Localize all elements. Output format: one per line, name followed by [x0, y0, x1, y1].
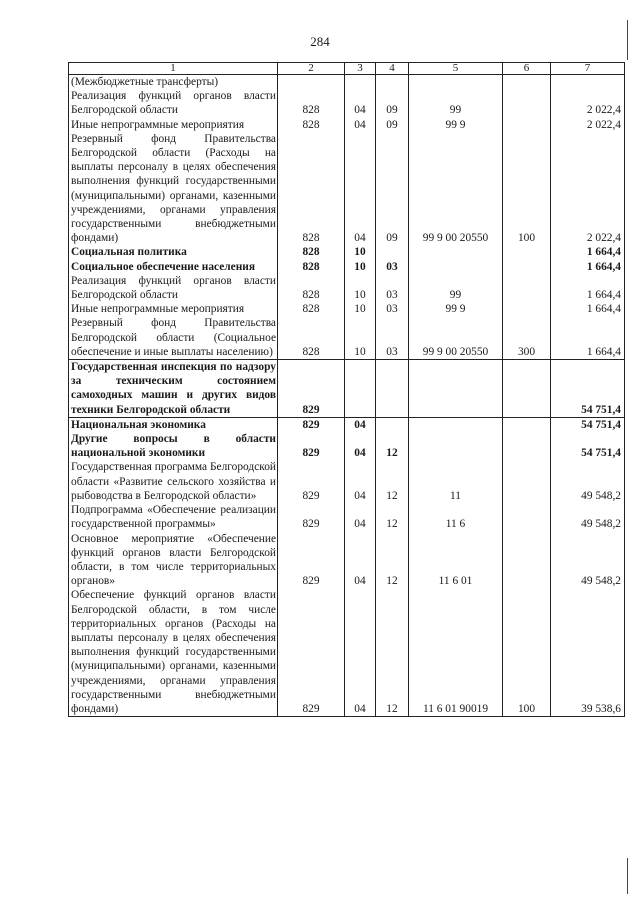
section-cell — [345, 360, 376, 418]
admin-code-cell: 828 — [278, 132, 345, 246]
expense-type-cell — [503, 417, 551, 432]
subsection-cell — [376, 245, 409, 259]
item-name-cell: Социальное обеспечение населения — [69, 260, 278, 274]
table-row — [69, 316, 625, 359]
header-row — [69, 63, 625, 75]
expense-type-cell — [503, 503, 551, 531]
section-cell: 04 — [345, 432, 376, 460]
amount-cell: 49 548,2 — [551, 503, 625, 531]
amount-cell: 1 664,4 — [551, 316, 625, 359]
item-name-cell: Государственная инспекция по надзору за техническим состоянием самоходных машин и других видов техники Белгородской области — [69, 360, 278, 418]
admin-code-cell: 828 — [278, 245, 345, 259]
expense-type-cell — [503, 360, 551, 418]
item-name-cell: Подпрограмма «Обеспечение реализации государственной программы» — [69, 503, 278, 531]
section-cell: 10 — [345, 274, 376, 302]
admin-code-cell: 829 — [278, 460, 345, 503]
target-article-cell — [409, 360, 503, 418]
section-cell: 10 — [345, 245, 376, 259]
amount-cell: 49 548,2 — [551, 532, 625, 589]
admin-code-cell: 829 — [278, 532, 345, 589]
column-header-3: 3 — [345, 63, 376, 75]
item-name-cell: Иные непрограммные мероприятия — [69, 118, 278, 132]
table-row — [69, 360, 625, 418]
item-name-cell: Социальная политика — [69, 245, 278, 259]
subsection-cell — [376, 360, 409, 418]
expense-type-cell — [503, 260, 551, 274]
section-cell: 04 — [345, 588, 376, 716]
amount-cell: 1 664,4 — [551, 302, 625, 316]
section-cell: 04 — [345, 132, 376, 246]
expense-type-cell — [503, 460, 551, 503]
section-cell: 10 — [345, 260, 376, 274]
scan-edge-mark — [627, 20, 628, 60]
expense-type-cell — [503, 532, 551, 589]
admin-code-cell: 828 — [278, 89, 345, 117]
table-row — [69, 260, 625, 274]
subsection-cell: 12 — [376, 432, 409, 460]
target-article-cell: 99 — [409, 89, 503, 117]
amount-cell — [551, 75, 625, 90]
section-cell: 04 — [345, 503, 376, 531]
item-name-cell: Реализация функций органов власти Белгородской области — [69, 274, 278, 302]
expense-type-cell — [503, 432, 551, 460]
table-row — [69, 132, 625, 246]
target-article-cell — [409, 245, 503, 259]
table-row — [69, 588, 625, 716]
target-article-cell: 99 — [409, 274, 503, 302]
expense-type-cell — [503, 75, 551, 90]
amount-cell: 2 022,4 — [551, 89, 625, 117]
expense-type-cell: 100 — [503, 588, 551, 716]
section-cell — [345, 75, 376, 90]
subsection-cell: 03 — [376, 260, 409, 274]
item-name-cell: (Межбюджетные трансферты) — [69, 75, 278, 90]
target-article-cell: 99 9 — [409, 302, 503, 316]
section-cell: 10 — [345, 302, 376, 316]
item-name-cell: Государственная программа Белгородской области «Развитие сельского хозяйства и рыбоводства в Белгородской области» — [69, 460, 278, 503]
target-article-cell: 99 9 00 20550 — [409, 316, 503, 359]
admin-code-cell: 828 — [278, 316, 345, 359]
scan-edge-mark — [627, 858, 628, 894]
amount-cell: 2 022,4 — [551, 118, 625, 132]
target-article-cell — [409, 432, 503, 460]
admin-code-cell — [278, 75, 345, 90]
budget-table — [68, 62, 625, 717]
subsection-cell: 09 — [376, 132, 409, 246]
admin-code-cell: 828 — [278, 118, 345, 132]
target-article-cell — [409, 260, 503, 274]
target-article-cell: 99 9 00 20550 — [409, 132, 503, 246]
target-article-cell — [409, 417, 503, 432]
target-article-cell — [409, 75, 503, 90]
section-cell: 04 — [345, 118, 376, 132]
table-row — [69, 532, 625, 589]
table-row — [69, 75, 625, 90]
table-row — [69, 274, 625, 302]
admin-code-cell: 829 — [278, 432, 345, 460]
amount-cell: 1 664,4 — [551, 274, 625, 302]
subsection-cell: 09 — [376, 118, 409, 132]
expense-type-cell — [503, 302, 551, 316]
subsection-cell: 12 — [376, 460, 409, 503]
table-row — [69, 417, 625, 432]
amount-cell: 54 751,4 — [551, 417, 625, 432]
column-header-5: 5 — [409, 63, 503, 75]
item-name-cell: Другие вопросы в области национальной экономики — [69, 432, 278, 460]
subsection-cell: 12 — [376, 503, 409, 531]
expense-type-cell — [503, 118, 551, 132]
item-name-cell: Национальная экономика — [69, 417, 278, 432]
expense-type-cell — [503, 245, 551, 259]
column-header-1: 1 — [69, 63, 278, 75]
item-name-cell: Резервный фонд Правительства Белгородской области (Расходы на выплаты персоналу в целях обеспечения выполнения функций государственными (муниципальными) органами, казенными учреждениями, органами управления государственными внебюджетными фондами) — [69, 132, 278, 246]
admin-code-cell: 828 — [278, 260, 345, 274]
subsection-cell — [376, 75, 409, 90]
item-name-cell: Основное мероприятие «Обеспечение функций органов власти Белгородской области, в том числе территориальных органов» — [69, 532, 278, 589]
section-cell: 04 — [345, 460, 376, 503]
amount-cell: 49 548,2 — [551, 460, 625, 503]
table-row — [69, 118, 625, 132]
admin-code-cell: 828 — [278, 274, 345, 302]
column-header-2: 2 — [278, 63, 345, 75]
page-number: 284 — [310, 34, 330, 49]
amount-cell: 54 751,4 — [551, 432, 625, 460]
target-article-cell: 11 6 01 — [409, 532, 503, 589]
section-cell: 04 — [345, 89, 376, 117]
table-body — [69, 75, 625, 717]
target-article-cell: 11 — [409, 460, 503, 503]
target-article-cell: 11 6 — [409, 503, 503, 531]
item-name-cell: Резервный фонд Правительства Белгородской области (Социальное обеспечение и иные выплаты населению) — [69, 316, 278, 359]
amount-cell: 1 664,4 — [551, 260, 625, 274]
amount-cell: 54 751,4 — [551, 360, 625, 418]
expense-type-cell — [503, 274, 551, 302]
item-name-cell: Иные непрограммные мероприятия — [69, 302, 278, 316]
table-row — [69, 89, 625, 117]
subsection-cell: 12 — [376, 532, 409, 589]
expense-type-cell: 300 — [503, 316, 551, 359]
admin-code-cell: 829 — [278, 360, 345, 418]
section-cell: 04 — [345, 417, 376, 432]
amount-cell: 2 022,4 — [551, 132, 625, 246]
amount-cell: 1 664,4 — [551, 245, 625, 259]
subsection-cell: 03 — [376, 274, 409, 302]
table-row — [69, 432, 625, 460]
item-name-cell: Обеспечение функций органов власти Белгородской области, в том числе территориальных органов (Расходы на выплаты персоналу в целях обеспечения выполнения функций государственными (муниципальными) органами, казенными учреждениями, органами управления государственными внебюджетными фондами) — [69, 588, 278, 716]
admin-code-cell: 829 — [278, 417, 345, 432]
table-row — [69, 245, 625, 259]
column-header-4: 4 — [376, 63, 409, 75]
item-name-cell: Реализация функций органов власти Белгородской области — [69, 89, 278, 117]
section-cell: 04 — [345, 532, 376, 589]
subsection-cell: 03 — [376, 316, 409, 359]
admin-code-cell: 829 — [278, 503, 345, 531]
subsection-cell: 12 — [376, 588, 409, 716]
table-row — [69, 460, 625, 503]
expense-type-cell — [503, 89, 551, 117]
section-cell: 10 — [345, 316, 376, 359]
column-header-6: 6 — [503, 63, 551, 75]
amount-cell: 39 538,6 — [551, 588, 625, 716]
target-article-cell: 99 9 — [409, 118, 503, 132]
subsection-cell: 09 — [376, 89, 409, 117]
expense-type-cell: 100 — [503, 132, 551, 246]
subsection-cell — [376, 417, 409, 432]
table-row — [69, 503, 625, 531]
target-article-cell: 11 6 01 90019 — [409, 588, 503, 716]
table-row — [69, 302, 625, 316]
admin-code-cell: 829 — [278, 588, 345, 716]
admin-code-cell: 828 — [278, 302, 345, 316]
column-header-7: 7 — [551, 63, 625, 75]
subsection-cell: 03 — [376, 302, 409, 316]
